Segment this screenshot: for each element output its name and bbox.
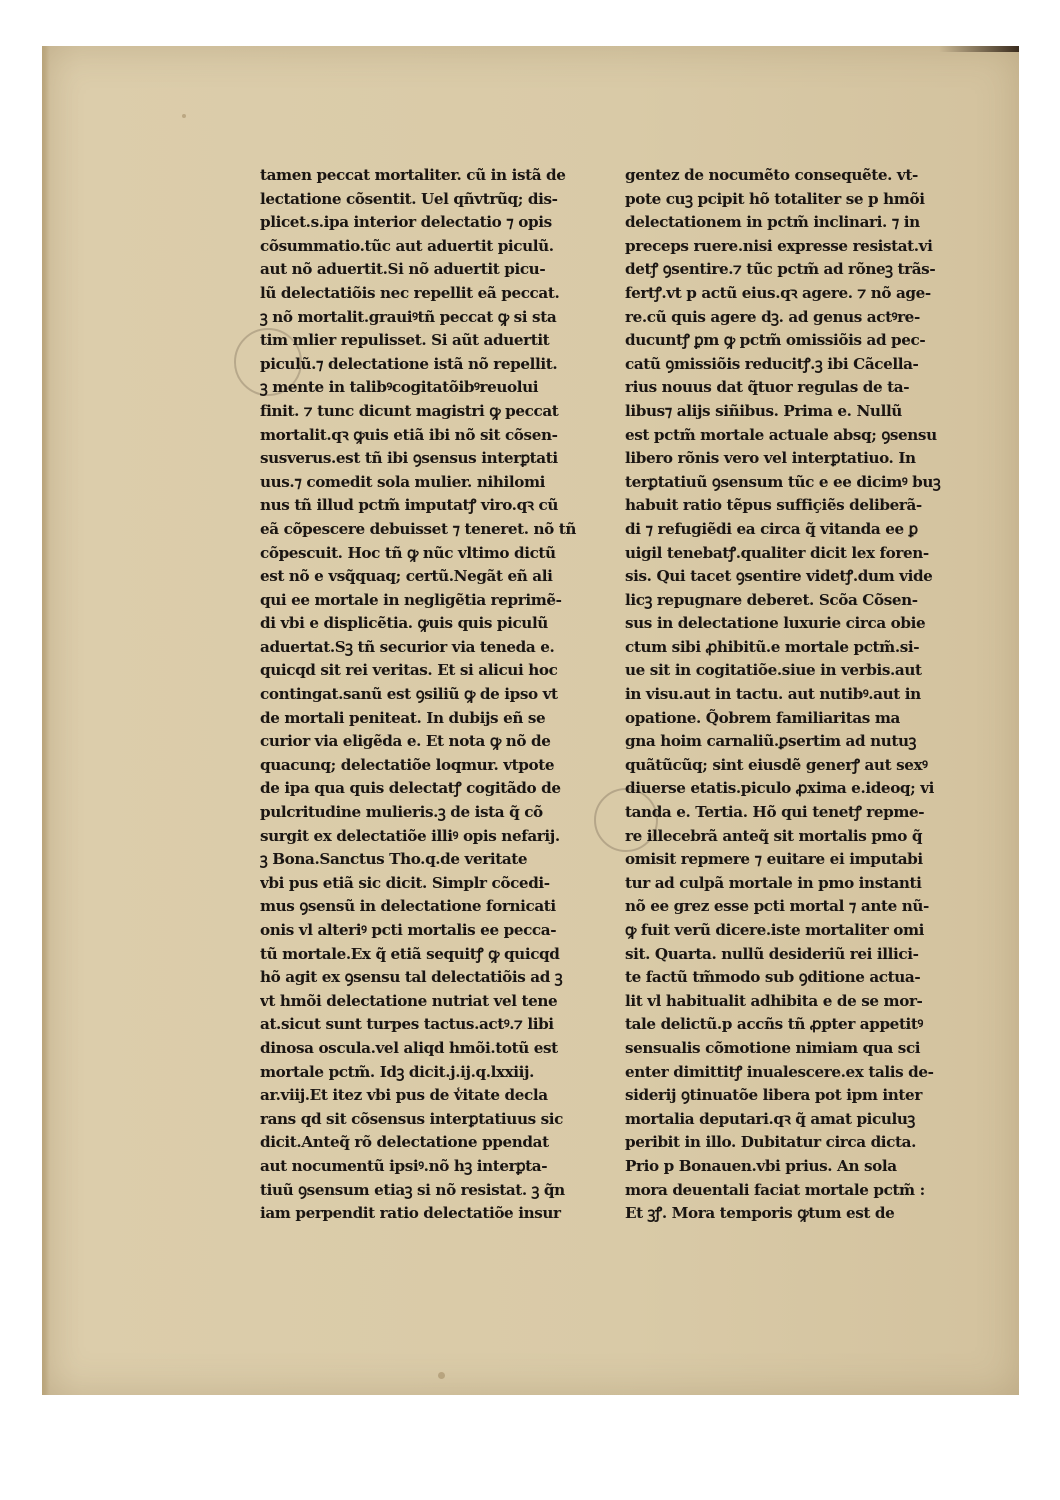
text-line: ar.viij.Et itez vbi pus de v̾itate decla — [260, 1086, 548, 1105]
text-line: dicit.Anteq̃ rõ delectatione ppendat — [260, 1133, 549, 1152]
text-column-left — [260, 164, 610, 1226]
text-line: qui ee mortale in negligẽtia reprimẽ- — [260, 590, 562, 609]
text-line: tim mlier repulisset. Si aũt aduertit — [260, 331, 550, 350]
text-line: de ipa qua quis delectatꝭ cogitãdo de — [260, 779, 561, 798]
text-line: Prio p Bonauen.vbi prius. An sola — [625, 1156, 897, 1175]
text-line: pulcritudine mulieris.ꝫ de ista q̃ cõ — [260, 803, 543, 822]
text-line: mus ꝯsensũ in delectatione fornicati — [260, 897, 556, 916]
text-line: nus tñ illud pctm̃ imputatꝭ viro.qꝛ cũ — [260, 496, 558, 515]
text-line: quacunq; delectatiõe loqmur. vtpote — [260, 755, 555, 774]
text-line: tur ad culpã mortale in pmo instanti — [625, 873, 922, 892]
text-line: opatione. Q̃obrem familiaritas ma — [625, 708, 900, 727]
text-line: tale delictũ.p accñs tñ ꝓpter appetitꝰ — [625, 1015, 923, 1034]
text-line: quãtũcũq; sint eiusdẽ generꝭ aut sexꝰ — [625, 755, 928, 774]
text-line: gentez de nocumẽto consequẽte. vt- — [625, 166, 918, 184]
text-line: in visu.aut in tactu. aut nutibꝰ.aut in — [625, 685, 921, 704]
text-line: de mortali peniteat. In dubijs eñ se — [260, 708, 546, 727]
text-line: uus.⁊ comedit sola mulier. nihilomi — [260, 472, 545, 491]
paper-spot — [438, 1372, 445, 1379]
text-line: di vbi e displicẽtia. ꝙuis quis piculũ — [260, 614, 548, 633]
text-line: contingat.sanũ est ꝯsiliũ ꝙ de ipso vt — [260, 685, 558, 704]
text-line: nõ ee grez esse pcti mortal ⁊ ante nũ- — [625, 897, 929, 916]
text-line: ꝫ mente in talibꝰcogitatõibꝰreuolui — [260, 378, 539, 397]
text-line: lit vl habitualit adhibita e de se mor- — [625, 991, 923, 1010]
text-line: siderij ꝯtinuatõe libera pot ipm inter — [625, 1086, 922, 1105]
text-line: terꝑtatiuũ ꝯsensum tũc e ee dicimꝰ buꝫ — [625, 472, 941, 491]
text-line: habuit ratio tẽpus suffiçiẽs deliberã- — [625, 496, 922, 515]
text-line: mortale pctm̃. Idꝫ dicit.j.ij.q.lxxiij. — [260, 1062, 535, 1081]
text-line: te factũ tm̃modo sub ꝯditione actua- — [625, 968, 921, 987]
text-line: aduertat.Sꝫ tñ securior via teneda e. — [260, 637, 555, 656]
text-line: plicet.s.ipa interior delectatio ⁊ opis — [260, 213, 552, 232]
text-line: mortalit.qꝛ ꝙuis etiã ibi nõ sit cõsen- — [260, 425, 558, 444]
text-line: cõpescuit. Hoc tñ ꝙ nũc vltimo dictũ — [260, 543, 556, 562]
text-line: iam perpendit ratio delectatiõe insur — [260, 1204, 561, 1223]
text-line: ꝙ fuit verũ dicere.iste mortaliter omi — [625, 921, 925, 939]
text-line: hõ agit ex ꝯsensu tal delectatiõis ad ꝫ — [260, 968, 563, 987]
text-line: pote cuꝫ pcipit hõ totaliter se p hmõi — [625, 189, 925, 208]
text-line: omisit repmere ⁊ euitare ei imputabi — [625, 850, 923, 869]
paper-spot — [182, 114, 186, 118]
text-line: onis vl alteriꝰ pcti mortalis ee pecca- — [260, 921, 557, 939]
text-line: sit. Quarta. nullũ desideriũ rei illici- — [625, 944, 919, 963]
text-line: rans qd sit cõsensus interꝑtatiuus sic — [260, 1109, 563, 1128]
text-line: tanda e. Tertia. Hõ qui tenetꝭ repme- — [625, 803, 925, 822]
text-line: enter dimittitꝭ inualescere.ex talis de- — [625, 1062, 934, 1081]
text-line: re.cũ quis agere dꝫ. ad genus actꝰre- — [625, 307, 920, 326]
page-corner-shadow — [939, 46, 1019, 52]
text-line: ducuntꝭ ꝑm ꝙ pctm̃ omissiõis ad pec- — [625, 331, 926, 350]
text-line: diuerse etatis.piculo ꝓxima e.ideoq; vi — [625, 779, 935, 798]
text-line: mora deuentali faciat mortale pctm̃ : — [625, 1180, 925, 1199]
text-line: surgit ex delectatiõe illiꝰ opis nefarij. — [260, 826, 560, 845]
text-line: lũ delectatiõis nec repellit eã peccat. — [260, 283, 560, 302]
text-line: fertꝭ.vt p actũ eius.qꝛ agere. ⁊ nõ age- — [625, 283, 931, 302]
text-line: cõsummatio.tũc aut aduertit piculũ. — [260, 236, 554, 255]
text-line: lectatione cõsentit. Uel qñvtrũq; dis- — [260, 189, 558, 208]
text-line: est pctm̃ mortale actuale absq; ꝯsensu — [625, 425, 937, 444]
text-line: quicqd sit rei veritas. Et si alicui hoc — [260, 661, 558, 680]
text-line: peribit in illo. Dubitatur circa dicta. — [625, 1133, 916, 1152]
text-line: tũ mortale.Ex q̃ etiã sequitꝭ ꝙ quicqd — [260, 944, 560, 963]
text-line: curior via eligẽda e. Et nota ꝙ nõ de — [260, 732, 551, 751]
text-line: delectationem in pctm̃ inclinari. ⁊ in — [625, 213, 920, 232]
text-line: detꝭ ꝯsentire.⁊ tũc pctm̃ ad rõneꝫ trãs- — [625, 260, 936, 279]
text-line: aut nocumentũ ipsiꝰ.nõ hꝫ interꝑta- — [260, 1156, 548, 1175]
text-column-right — [625, 164, 985, 1226]
text-line: sensualis cõmotione nimiam qua sci — [625, 1038, 921, 1057]
text-line: re illecebrã anteq̃ sit mortalis pmo q̃ — [625, 826, 923, 845]
page-left-edge — [42, 46, 50, 1395]
text-line: vbi pus etiã sic dicit. Simplr cõcedi- — [260, 873, 550, 892]
text-line: mortalia deputari.qꝛ q̃ amat piculuꝫ — [625, 1109, 915, 1128]
text-line: finit. ⁊ tunc dicunt magistri ꝙ peccat — [260, 401, 559, 420]
text-line: libero rõnis vero vel interꝑtatiuo. In — [625, 449, 916, 468]
text-line: ꝫ nõ mortalit.grauiꝰtñ peccat ꝙ si sta — [260, 307, 557, 326]
text-line: preceps ruere.nisi expresse resistat.vi — [625, 236, 933, 255]
scanned-page — [42, 46, 1019, 1395]
text-line: aut nõ aduertit.Si nõ aduertit picu- — [260, 260, 546, 279]
text-line: est nõ e vsq̃quaq; certũ.Negãt eñ ali — [260, 567, 553, 586]
text-line: gna hoim carnaliũ.ꝑsertim ad nutuꝫ — [625, 732, 916, 751]
text-line: susverus.est tñ ibi ꝯsensus interꝑtati — [260, 449, 558, 468]
text-line: dinosa oscula.vel aliqd hmõi.totũ est — [260, 1038, 558, 1057]
text-line: uigil tenebatꝭ.qualiter dicit lex foren- — [625, 543, 929, 562]
text-line: tamen peccat mortaliter. cũ in istã de — [260, 166, 566, 184]
text-line: libus⁊ alijs siñibus. Prima e. Nullũ — [625, 401, 902, 420]
text-line: Et ꝫꝭ. Mora temporis ꝙtum est de — [625, 1204, 895, 1223]
text-line: sus in delectatione luxurie circa obie — [625, 614, 926, 633]
text-line: sis. Qui tacet ꝯsentire videtꝭ.dum vide — [625, 567, 933, 586]
text-line: ctum sibi ꝓhibitũ.e mortale pctm̃.si- — [625, 637, 920, 656]
text-line: at.sicut sunt turpes tactus.actꝰ.⁊ libi — [260, 1015, 554, 1034]
text-line: di ⁊ refugiẽdi ea circa q̃ vitanda ee ꝑ — [625, 519, 918, 538]
text-line: rius nouus dat q̃tuor regulas de ta- — [625, 378, 910, 397]
text-line: catũ ꝯmissiõis reducitꝭ.ꝫ ibi Cãcella- — [625, 354, 919, 373]
text-line: ue sit in cogitatiõe.siue in verbis.aut — [625, 661, 922, 680]
text-line: licꝫ repugnare deberet. Scõa Cõsen- — [625, 590, 918, 609]
text-line: eã cõpescere debuisset ⁊ teneret. nõ tñ — [260, 519, 577, 538]
text-line: tiuũ ꝯsensum etiaꝫ si nõ resistat. ꝫ q̃n — [260, 1180, 565, 1199]
text-line: piculũ.⁊ delectatione istã nõ repellit. — [260, 354, 558, 373]
text-line: ꝫ Bona.Sanctus Tho.q.de veritate — [260, 850, 528, 869]
text-line: vt hmõi delectatione nutriat vel tene — [260, 991, 558, 1010]
